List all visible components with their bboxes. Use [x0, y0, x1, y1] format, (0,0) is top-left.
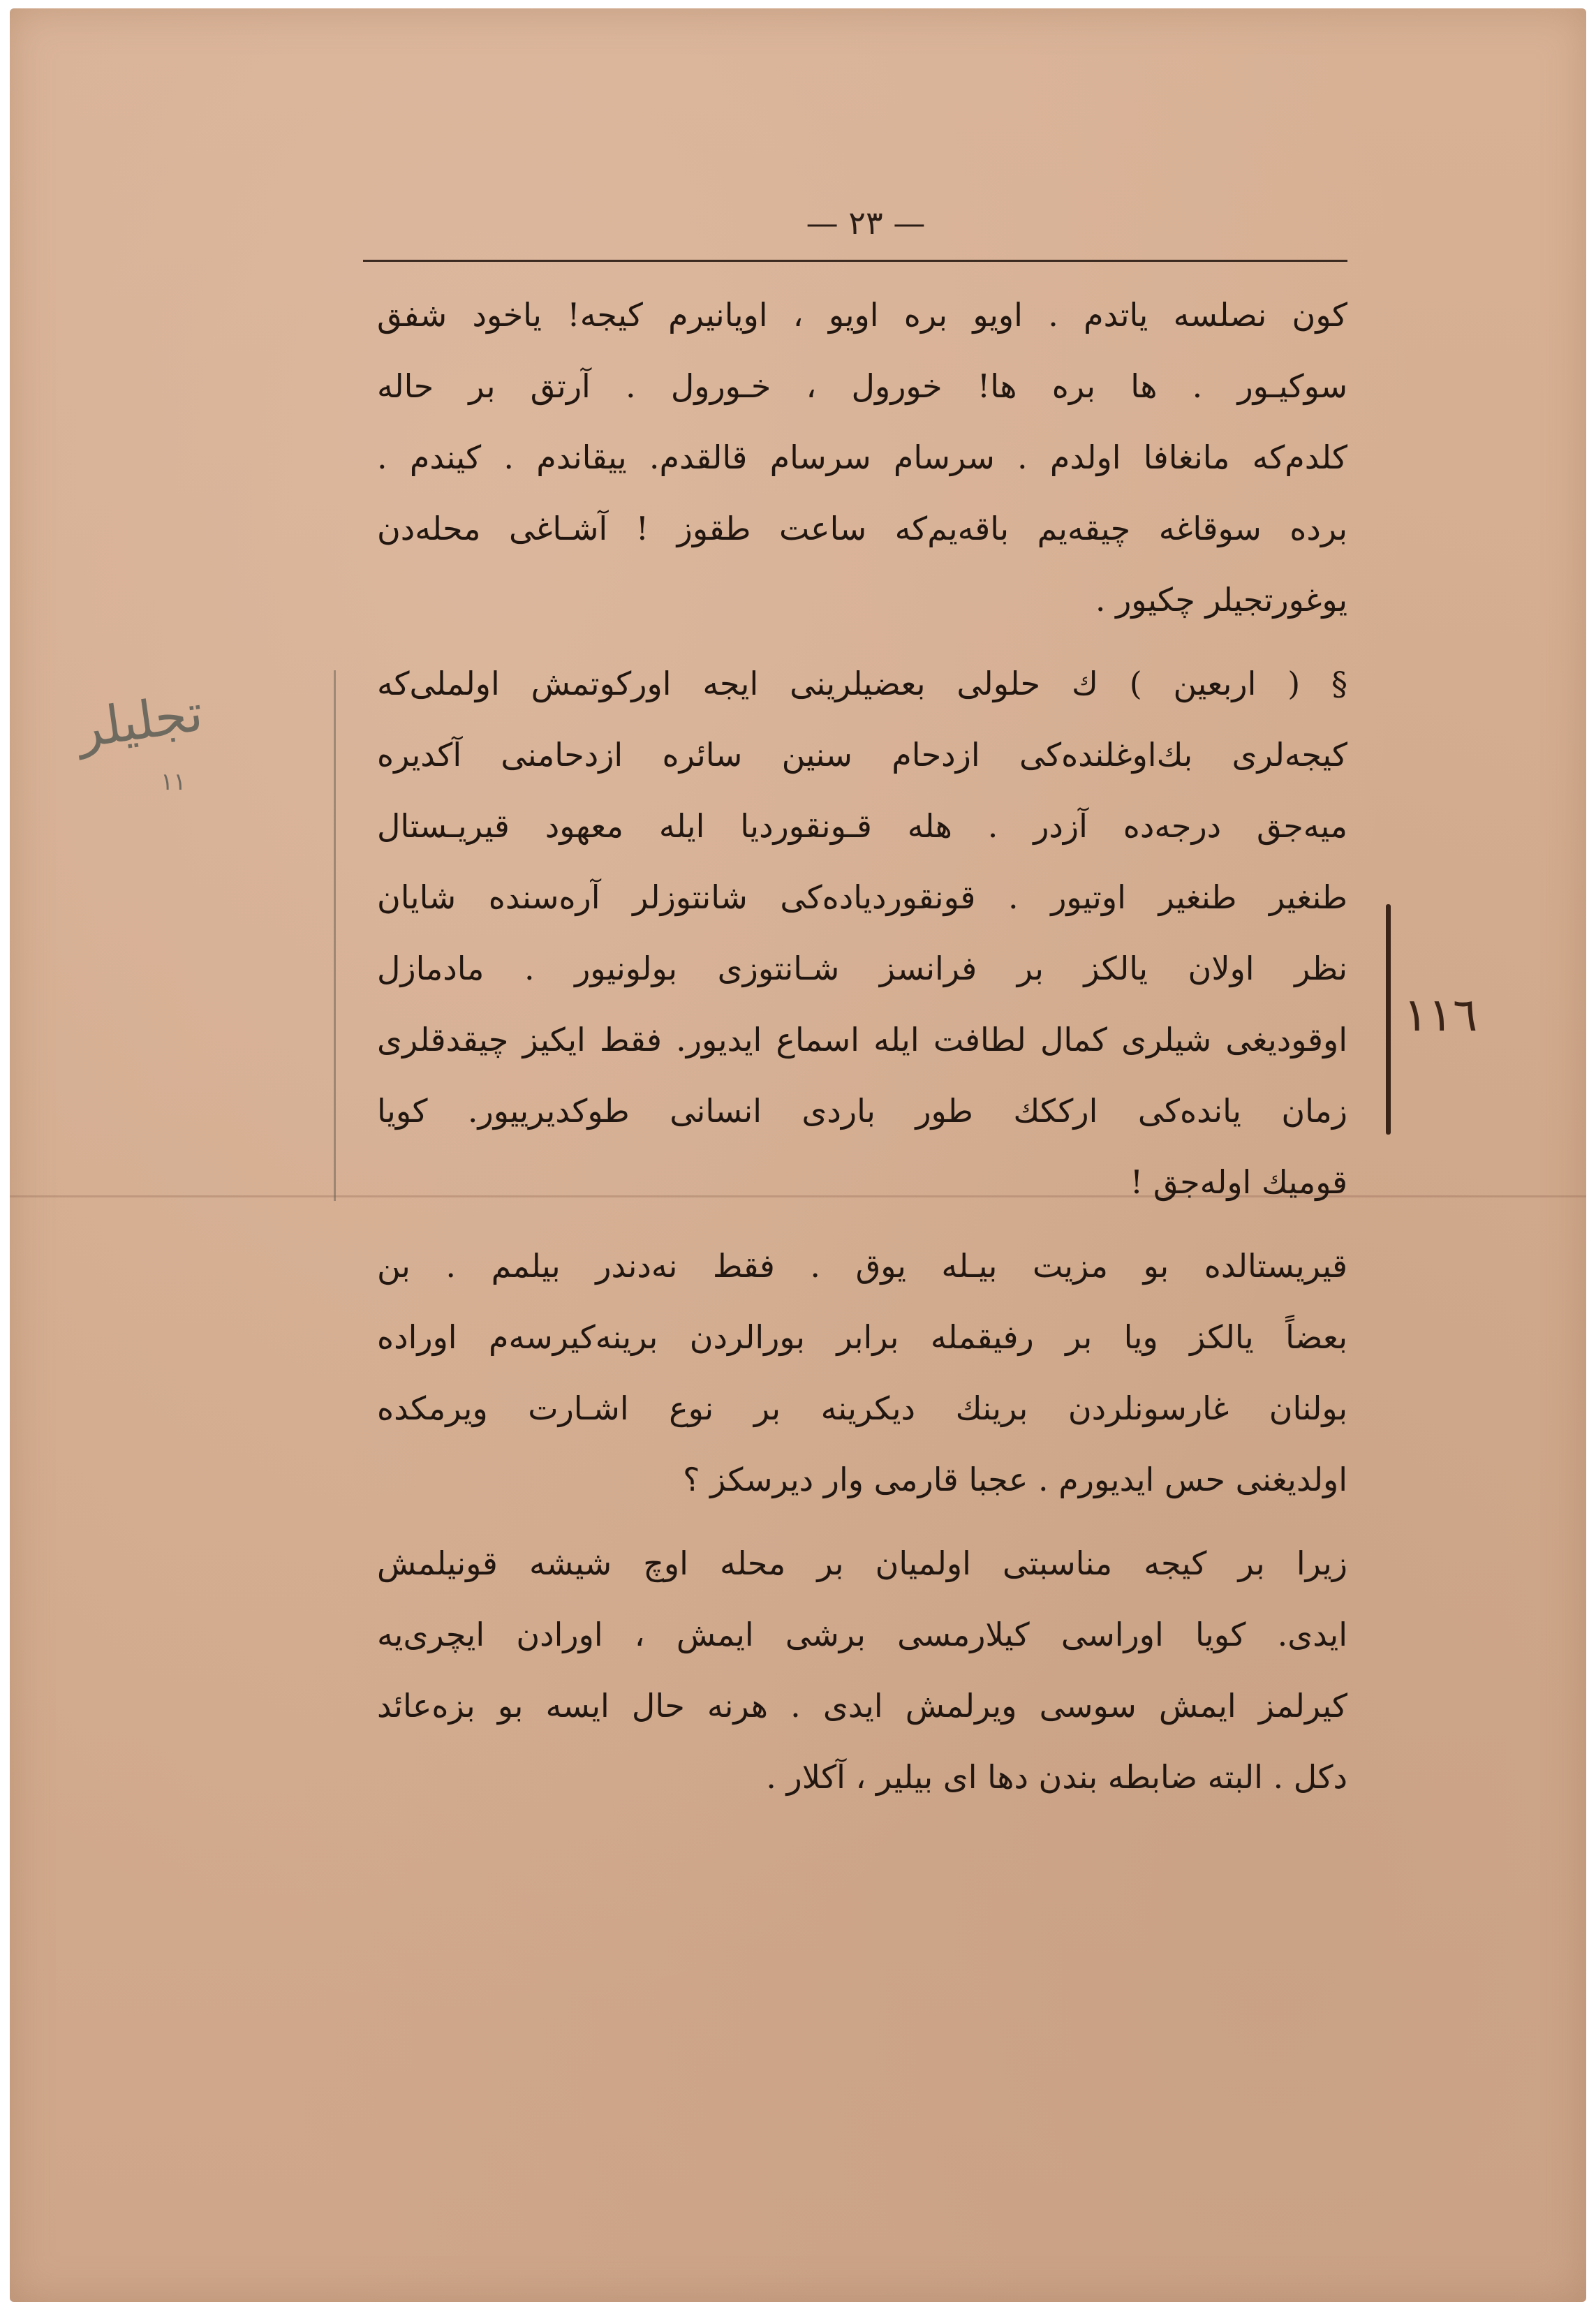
text-line: طنغیر طنغیر اوتیور . قونقوردیاده‌کی شانتوزلر آره‌سنده شایان [377, 878, 1347, 916]
text-line: اولدیغنی حس ایدیورم . عجبا قارمی وار دیرسکز ؟ [683, 1461, 1347, 1498]
margin-note-left-sub: ١١ [161, 768, 186, 796]
text-line: دکل . البته ضابطه بندن دها ای بیلیر ، آکلار . [766, 1758, 1347, 1796]
text-line: بولنان غارسونلردن برینك دیکرینه بر نوع اشـارت ویرمکده [377, 1389, 1347, 1427]
text-line: کون نصلسه یاتدم . اویو بره اویو ، اویانیرم کیجه! یاخود شفق [377, 296, 1347, 334]
paragraph-3 [377, 1230, 1347, 1515]
margin-note-left: تجلیلر [73, 682, 207, 760]
margin-note-right: ١١٦ [1403, 988, 1478, 1042]
paragraph-2 [377, 648, 1347, 1218]
text-line: بعضاً یالکز ویا بر رفیقمله برابر بورالردن برینه‌کیرسه‌م اوراده [377, 1318, 1347, 1356]
text-line: اوقودیغی شیلری کمال لطافت ایله اسماع ایدیور. فقط ایکیز چیقدقلری [377, 1021, 1347, 1058]
body-text [377, 279, 1347, 1825]
text-line: کیرلمز ایمش سوسی ویرلمش ایدی . هرنه حال ایسه بو بزه‌عائد [377, 1687, 1347, 1725]
text-line: کلدم‌که مانغافا اولدم . سرسام سرسام قالقدم. ییقاندم . کیندم . [377, 438, 1347, 476]
text-line: ایدی. کویا اوراسی کیلارمسی برشی ایمش ، اورادن ایچری‌یه [377, 1616, 1347, 1653]
text-line: قومیك اوله‌جق ! [1130, 1163, 1347, 1201]
page-number: — ٢٣ — [806, 204, 926, 242]
text-line: قیریستالده بو مزیت بیـله یوق . فقط نه‌دندر بیلمم . بن [377, 1247, 1347, 1285]
text-line: سوکیـور . ها بره ها! خورول ، خـورول . آرتق بر حاله [377, 367, 1347, 405]
header-rule [363, 260, 1347, 262]
text-line: میه‌جق درجه‌ده آزدر . هله قـونقوردیا ایله معهود قیریـستال [377, 807, 1347, 845]
text-line: § ( اربعین ) ك حلولی بعضیلرینی ایجه اورکوتمش اولملی‌که [377, 665, 1347, 702]
ink-margin-line [1386, 904, 1391, 1135]
paragraph-4 [377, 1528, 1347, 1813]
text-line: زمان یانده‌کی ارککك طور باردی انسانی طوکدیرییور. کویا [377, 1092, 1347, 1130]
text-line: یوغورتجیلر چکیور . [1095, 581, 1347, 619]
paragraph-1 [377, 279, 1347, 635]
text-line: زیرا بر کیجه مناسبتی اولمیان بر محله اوچ شیشه قونیلمش [377, 1544, 1347, 1582]
text-line: برده سوقاغه چیقه‌یم باقه‌یم‌که ساعت طقوز ! آشـاغی محله‌دن [377, 510, 1347, 547]
text-line: کیجه‌لری بك‌اوغلنده‌کی ازدحام سنین سائره ازدحامنی آکدیره‌ [377, 736, 1347, 774]
pencil-margin-line [334, 670, 336, 1201]
text-line: نظر اولان یالکز بر فرانسز شـانتوزی بولونیور . مادمازل [377, 950, 1347, 987]
